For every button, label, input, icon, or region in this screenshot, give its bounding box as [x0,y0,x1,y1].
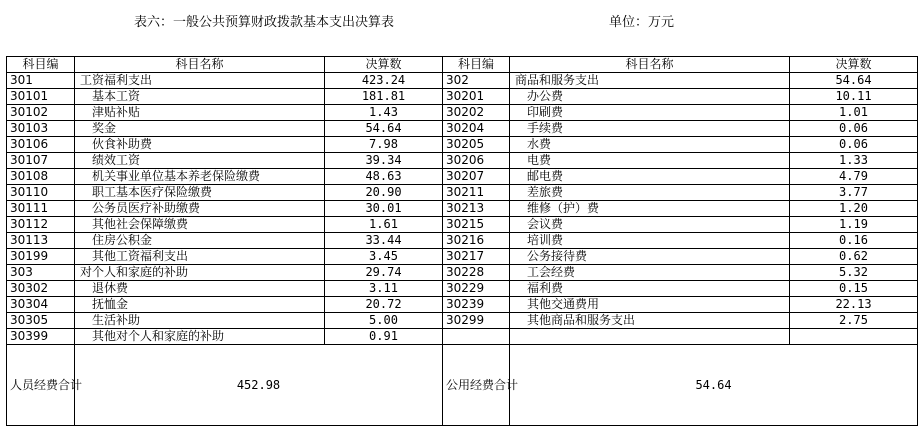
cell-amount-left: 20.90 [325,185,443,201]
cell-name-left: 奖金 [75,121,325,137]
cell-code-right: 30206 [443,153,510,169]
table-row [7,185,918,201]
budget-table [6,56,918,426]
cell-amount-right: 5.32 [790,265,918,281]
cell-name-right: 印刷费 [510,105,790,121]
cell-name-left: 其他工资福利支出 [75,249,325,265]
table-row [7,329,918,345]
cell-amount-right: 0.15 [790,281,918,297]
cell-amount-right: 1.19 [790,217,918,233]
cell-amount-left: 20.72 [325,297,443,313]
table-row [7,217,918,233]
cell-name-right: 手续费 [510,121,790,137]
cell-name-left: 机关事业单位基本养老保险缴费 [75,169,325,185]
col-header-amount-left: 决算数 [325,57,443,73]
page-title: 表六：一般公共预算财政拨款基本支出决算表 [134,15,395,30]
cell-code-right: 30217 [443,249,510,265]
cell-name-left: 基本工资 [75,89,325,105]
cell-name-left: 其他社会保障缴费 [75,217,325,233]
cell-code-left: 30199 [7,249,75,265]
cell-amount-right: 0.06 [790,137,918,153]
cell-amount-right [790,329,918,345]
personnel-total-label: 人员经费合计 [7,345,75,426]
cell-name-left: 抚恤金 [75,297,325,313]
cell-amount-right: 10.11 [790,89,918,105]
table-row [7,313,918,329]
cell-name-right: 工会经费 [510,265,790,281]
cell-code-left: 30113 [7,233,75,249]
cell-code-left: 30102 [7,105,75,121]
table-row [7,281,918,297]
table-row [7,73,918,89]
cell-name-left: 公务员医疗补助缴费 [75,201,325,217]
cell-name-right: 水费 [510,137,790,153]
cell-code-left: 301 [7,73,75,89]
cell-name-right [510,329,790,345]
cell-amount-left: 39.34 [325,153,443,169]
cell-code-right: 30211 [443,185,510,201]
table-row [7,297,918,313]
cell-amount-left: 3.45 [325,249,443,265]
cell-amount-right: 3.77 [790,185,918,201]
cell-amount-right: 22.13 [790,297,918,313]
cell-name-right: 其他商品和服务支出 [510,313,790,329]
table-row [7,201,918,217]
cell-name-left: 工资福利支出 [75,73,325,89]
cell-name-left: 绩效工资 [75,153,325,169]
cell-code-left: 30112 [7,217,75,233]
cell-amount-right: 1.33 [790,153,918,169]
cell-name-left: 生活补助 [75,313,325,329]
table-row [7,153,918,169]
cell-code-left: 30111 [7,201,75,217]
cell-amount-right: 0.62 [790,249,918,265]
cell-amount-left: 1.61 [325,217,443,233]
cell-code-left: 30110 [7,185,75,201]
cell-amount-left: 54.64 [325,121,443,137]
col-header-name-left: 科目名称 [75,57,325,73]
cell-code-right: 30202 [443,105,510,121]
cell-code-left: 30107 [7,153,75,169]
cell-name-right: 邮电费 [510,169,790,185]
cell-code-right: 30205 [443,137,510,153]
cell-amount-right: 1.20 [790,201,918,217]
cell-code-left: 303 [7,265,75,281]
table-row [7,89,918,105]
cell-name-right: 福利费 [510,281,790,297]
table-body [7,57,918,426]
table-row [7,105,918,121]
cell-name-left: 伙食补助费 [75,137,325,153]
cell-amount-left: 48.63 [325,169,443,185]
cell-name-left: 其他对个人和家庭的补助 [75,329,325,345]
cell-name-right: 其他交通费用 [510,297,790,313]
cell-name-right: 会议费 [510,217,790,233]
cell-name-left: 对个人和家庭的补助 [75,265,325,281]
cell-code-left: 30302 [7,281,75,297]
cell-code-left: 30304 [7,297,75,313]
cell-code-right: 30207 [443,169,510,185]
cell-code-left: 30108 [7,169,75,185]
cell-code-right: 30228 [443,265,510,281]
cell-name-left: 津贴补贴 [75,105,325,121]
cell-name-left: 住房公积金 [75,233,325,249]
header-row [7,57,918,73]
table-row [7,137,918,153]
cell-code-left: 30106 [7,137,75,153]
cell-code-right: 30239 [443,297,510,313]
cell-code-right: 30215 [443,217,510,233]
table-row [7,249,918,265]
cell-name-right: 差旅费 [510,185,790,201]
cell-code-right: 302 [443,73,510,89]
cell-amount-left: 5.00 [325,313,443,329]
cell-amount-right: 1.01 [790,105,918,121]
cell-code-right: 30204 [443,121,510,137]
cell-code-right: 30299 [443,313,510,329]
cell-amount-left: 1.43 [325,105,443,121]
table-row [7,265,918,281]
cell-code-right: 30229 [443,281,510,297]
cell-amount-left: 33.44 [325,233,443,249]
cell-code-left: 30101 [7,89,75,105]
personnel-total-value: 452.98 [75,345,443,426]
cell-code-left: 30305 [7,313,75,329]
cell-amount-right: 4.79 [790,169,918,185]
cell-code-right [443,329,510,345]
table-row [7,169,918,185]
cell-name-left: 职工基本医疗保险缴费 [75,185,325,201]
cell-amount-left: 7.98 [325,137,443,153]
cell-amount-left: 0.91 [325,329,443,345]
public-total-value: 54.64 [510,345,918,426]
public-total-label: 公用经费合计 [443,345,510,426]
cell-amount-right: 0.06 [790,121,918,137]
cell-name-right: 培训费 [510,233,790,249]
cell-amount-left: 423.24 [325,73,443,89]
cell-name-right: 维修（护）费 [510,201,790,217]
cell-name-right: 商品和服务支出 [510,73,790,89]
cell-code-left: 30103 [7,121,75,137]
cell-code-right: 30216 [443,233,510,249]
cell-name-right: 电费 [510,153,790,169]
cell-name-left: 退休费 [75,281,325,297]
table-row [7,233,918,249]
col-header-name-right: 科目名称 [510,57,790,73]
cell-amount-left: 3.11 [325,281,443,297]
cell-amount-right: 54.64 [790,73,918,89]
cell-name-right: 办公费 [510,89,790,105]
cell-code-right: 30213 [443,201,510,217]
cell-code-right: 30201 [443,89,510,105]
totals-row [7,345,918,426]
col-header-code-left: 科目编 [7,57,75,73]
cell-name-right: 公务接待费 [510,249,790,265]
cell-amount-left: 29.74 [325,265,443,281]
col-header-amount-right: 决算数 [790,57,918,73]
cell-code-left: 30399 [7,329,75,345]
cell-amount-right: 0.16 [790,233,918,249]
table-row [7,121,918,137]
unit-label: 单位：万元 [609,15,675,30]
col-header-code-right: 科目编 [443,57,510,73]
cell-amount-left: 181.81 [325,89,443,105]
cell-amount-right: 2.75 [790,313,918,329]
cell-amount-left: 30.01 [325,201,443,217]
